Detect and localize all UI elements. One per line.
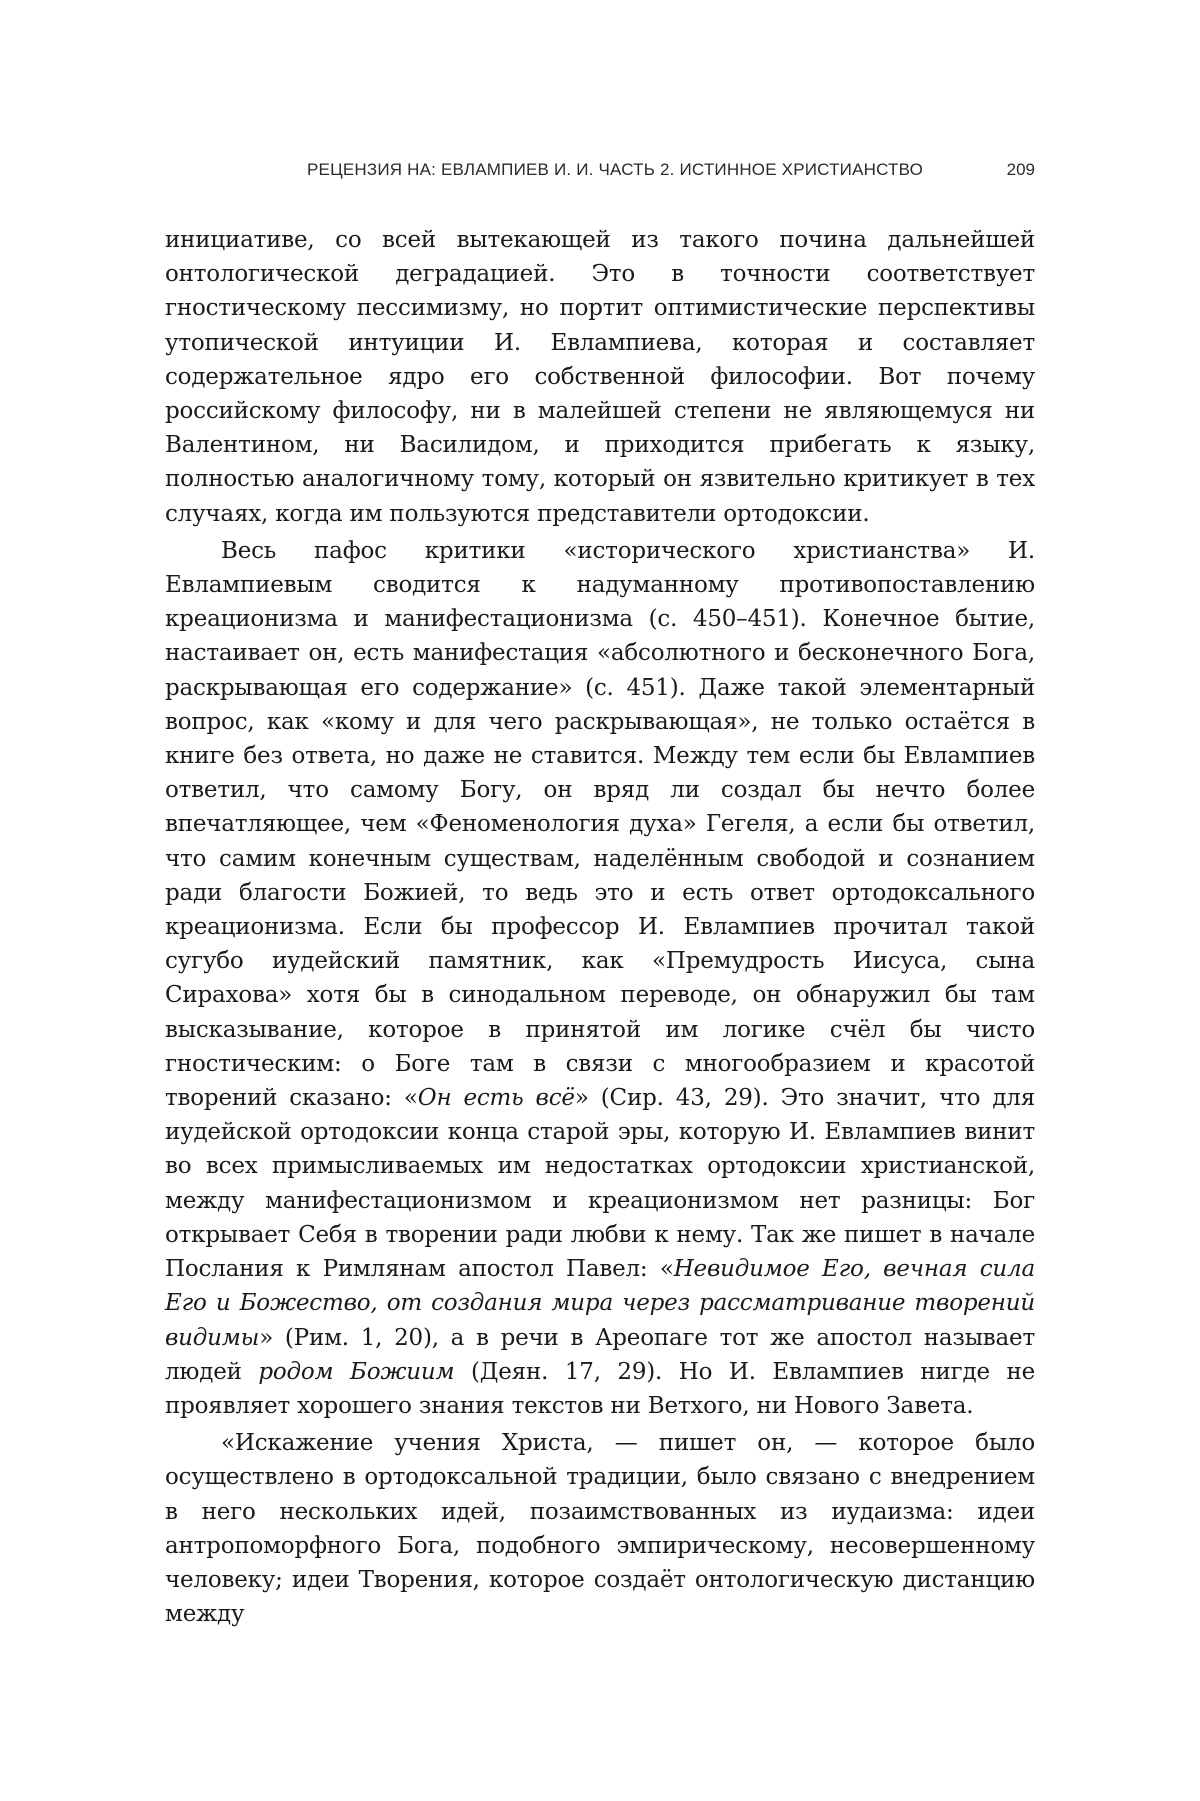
paragraph-2-text-c: » (Рим. 1, 20), а в речи в Ареопаге тот же апостол называет людей — [165, 1324, 1035, 1385]
quote-acts: родом Божиим — [258, 1358, 455, 1385]
running-header-title: РЕЦЕНЗИЯ НА: ЕВЛАМПИЕВ И. И. ЧАСТЬ 2. ИСТИННОЕ ХРИСТИАНСТВО — [307, 160, 923, 179]
paragraph-2-text-d: (Деян. 17, 29). Но И. Евлампиев нигде не проявляет хорошего знания текстов ни Ветхого, ни Нового Завета. — [165, 1358, 1035, 1419]
paragraph-3: «Искажение учения Христа, — пишет он, — которое было осуществлено в ортодоксальной традиции, было связано с внедрением в него нескольких идей, позаимствованных из иудаизма: идеи антропоморфного Бога, подобного эмпирическому, несовершенному человеку; идеи Творения, которое создаёт онтологическую дистанцию между — [165, 1430, 1035, 1628]
paragraph-2-text-a: Весь пафос критики «исторического христианства» И. Евлампиевым сводится к надуманному противопоставлению креационизма и манифестационизма (с. 450–451). Конечное бытие, настаивает он, есть манифестация «абсолютного и бесконечного Бога, раскрывающая его содержание» (с. 451). Даже такой элементарный вопрос, как «кому и для чего раскрывающая», не только остаётся в книге без ответа, но даже не ставится. Между тем если бы Евлампиев ответил, что самому Богу, он вряд ли создал бы нечто более впечатляющее, чем «Феноменология духа» Гегеля, а если бы ответил, что самим конечным существам, наделённым свободой и сознанием ради благости Божией, то ведь это и есть ответ ортодоксального креационизма. Если бы профессор И. Евлампиев прочитал такой сугубо иудейский памятник, как «Премудрость Иисуса, сына Сирахова» хотя бы в синодальном переводе, он обнаружил бы там высказывание, которое в принятой им логике счёл бы чисто гностическим: о Боге там в связи с многообразием и красотой творений сказано: « — [165, 537, 1035, 1112]
paragraph-2-text-b: » (Сир. 43, 29). Это значит, что для иудейской ортодоксии конца старой эры, которую И. Евлампиев винит во всех примысливаемых им недостатках ортодоксии христианской, между манифестационизмом и креационизмом нет разницы: Бог открывает Себя в творении ради любви к нему. Так же пишет в начале Послания к Римлянам апостол Павел: « — [165, 1085, 1036, 1283]
paragraph-1: инициативе, со всей вытекающей из такого почина дальнейшей онтологической деградацией. Это в точности соответствует гностическому пессимизму, но портит оптимистические перспективы утопической интуиции И. Евлампиева, которая и составляет содержательное ядро его собственной философии. Вот почему российскому философу, ни в малейшей степени не являющемуся ни Валентином, ни Василидом, и приходится прибегать к языку, полностью аналогичному тому, который он язвительно критикует в тех случаях, когда им пользуются представители ортодоксии. — [165, 227, 1035, 527]
running-header — [165, 160, 1035, 190]
page-number: 209 — [1006, 160, 1035, 179]
paragraph-2 — [165, 534, 1035, 1423]
quote-sirach: Он есть всё — [417, 1085, 575, 1112]
body-text — [165, 223, 1035, 1631]
quote-romans: Невидимое Его, вечная сила Его и Божество, от создания мира через рассматривание творений видимы — [165, 1256, 1035, 1351]
